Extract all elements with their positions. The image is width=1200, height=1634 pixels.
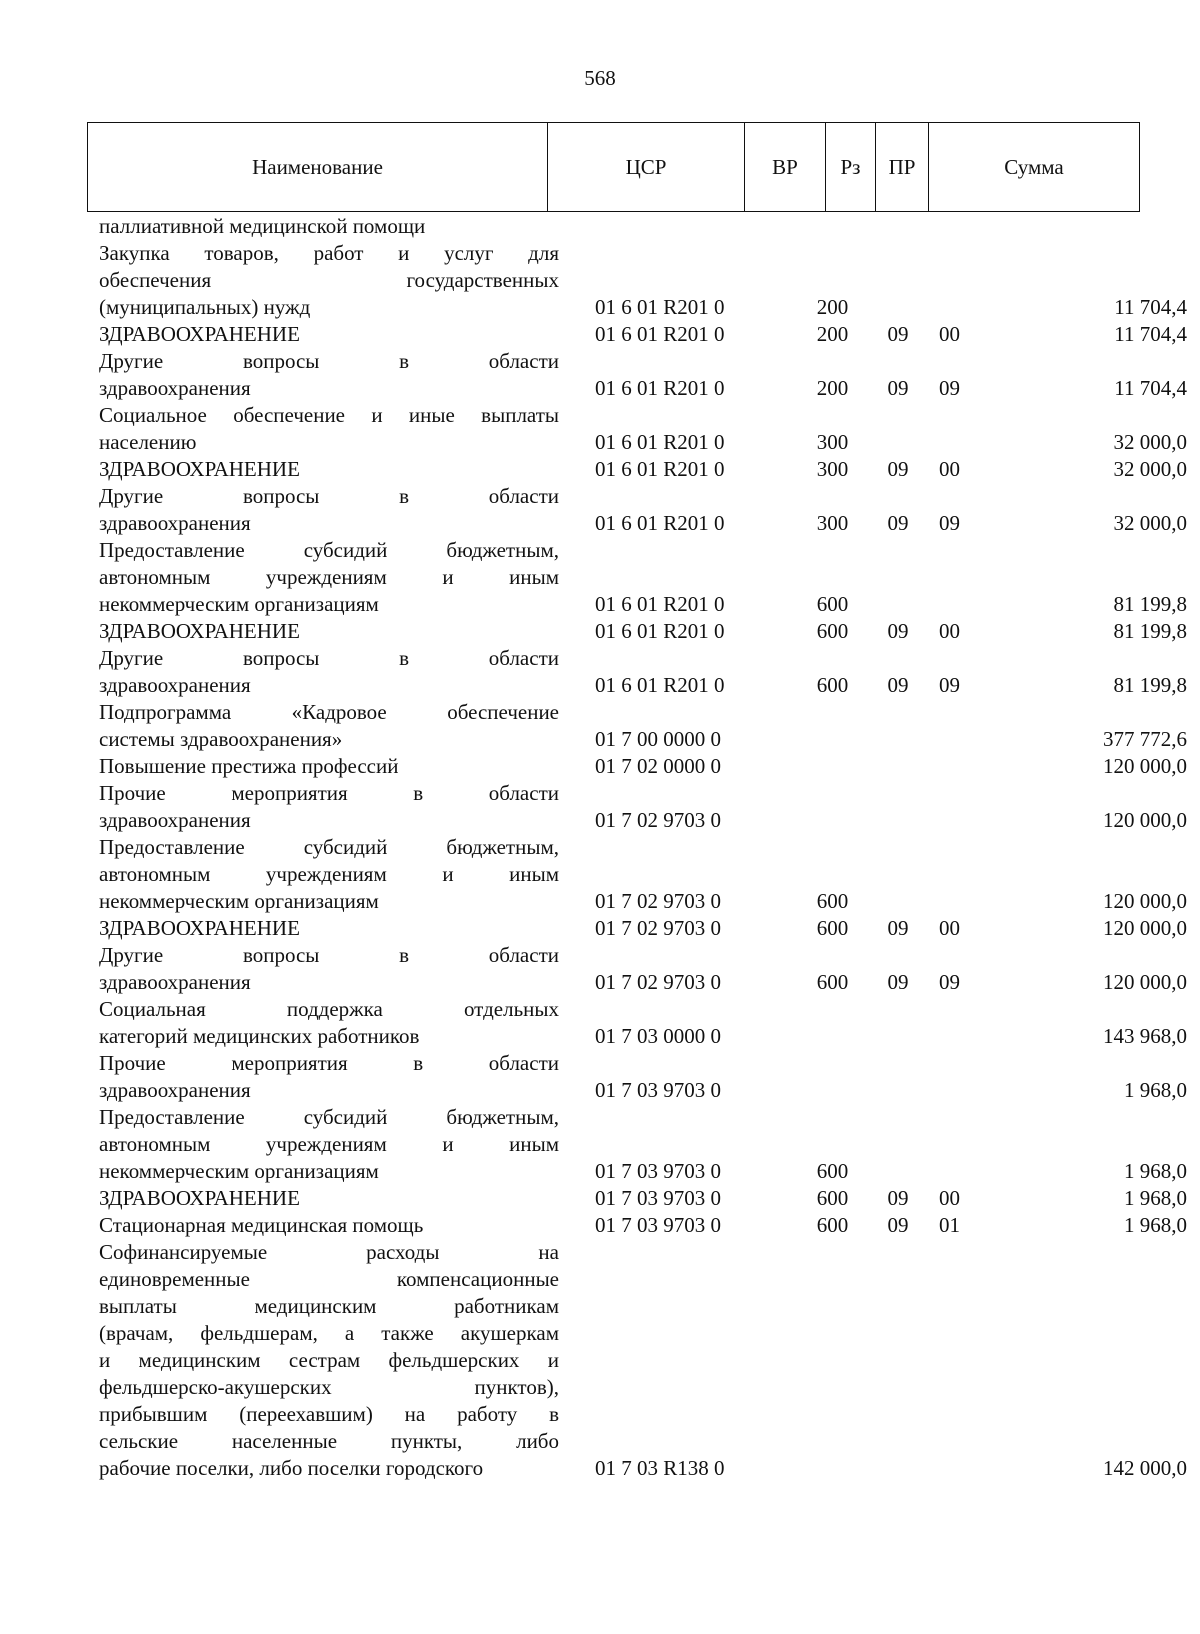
row-vr: 600 <box>816 619 849 643</box>
table-row <box>87 699 1199 753</box>
row-name-line: Предоставление субсидий бюджетным, <box>99 1105 559 1129</box>
row-name-line: некоммерческим организациям <box>99 592 379 616</box>
table-row <box>87 942 1199 996</box>
row-pr: 00 <box>939 619 960 643</box>
row-name-line: здравоохранения <box>99 511 251 535</box>
row-name-line: паллиативной медицинской помощи <box>99 214 426 238</box>
row-vr: 600 <box>816 592 849 616</box>
row-name <box>87 1212 569 1239</box>
row-rz: 09 <box>887 673 909 697</box>
row-vr <box>792 699 873 753</box>
budget-table-body <box>87 213 1199 1482</box>
row-name <box>87 1050 569 1104</box>
table-row <box>87 996 1199 1050</box>
row-sum: 1 968,0 <box>1124 1213 1187 1237</box>
row-sum: 81 199,8 <box>1113 619 1187 643</box>
row-name-line: фельдшерско-акушерских пунктов), <box>99 1375 559 1399</box>
row-name-line: здравоохранения <box>99 1078 251 1102</box>
row-name-line: сельские населенные пункты, либо <box>99 1429 559 1453</box>
row-rz: 09 <box>887 511 909 535</box>
row-rz <box>873 1050 923 1104</box>
table-header <box>87 122 1140 212</box>
row-rz <box>873 699 923 753</box>
row-rz <box>873 753 923 780</box>
row-name-line: здравоохранения <box>99 376 251 400</box>
row-name-line: здравоохранения <box>99 970 251 994</box>
row-name-line: Социальное обеспечение и иные выплаты <box>99 403 559 427</box>
row-csr: 01 6 01 R201 0 <box>595 376 725 400</box>
row-pr <box>923 1104 976 1185</box>
column-header-name: Наименование <box>88 123 548 212</box>
row-name-line: Прочие мероприятия в области <box>99 1051 559 1075</box>
row-name-line: Повышение престижа профессий <box>99 754 399 778</box>
table-row <box>87 780 1199 834</box>
row-pr <box>923 699 976 753</box>
table-row <box>87 834 1199 915</box>
table-row <box>87 537 1199 618</box>
row-vr: 600 <box>816 1213 849 1237</box>
row-sum: 1 968,0 <box>1124 1078 1187 1102</box>
row-name <box>87 915 569 942</box>
table-row <box>87 1185 1199 1212</box>
row-rz <box>873 780 923 834</box>
row-pr <box>923 240 976 321</box>
row-name-line: ЗДРАВООХРАНЕНИЕ <box>99 916 300 940</box>
row-sum: 120 000,0 <box>1103 754 1187 778</box>
row-csr: 01 7 02 9703 0 <box>595 916 721 940</box>
row-name <box>87 618 569 645</box>
row-name <box>87 1239 569 1482</box>
row-vr: 600 <box>816 1186 849 1210</box>
page-number: 568 <box>584 66 616 90</box>
row-sum: 120 000,0 <box>1103 889 1187 913</box>
row-rz: 09 <box>887 970 909 994</box>
row-sum <box>976 213 1199 240</box>
row-vr <box>792 213 873 240</box>
row-csr: 01 7 03 R138 0 <box>595 1456 725 1480</box>
row-name-line: (муниципальных) нужд <box>99 295 311 319</box>
row-name-line: Социальная поддержка отдельных <box>99 997 559 1021</box>
row-name <box>87 402 569 456</box>
row-name-line: Подпрограмма «Кадровое обеспечение <box>99 700 559 724</box>
row-vr <box>792 996 873 1050</box>
row-name-line: Стационарная медицинская помощь <box>99 1213 424 1237</box>
row-name-line: Другие вопросы в области <box>99 349 559 373</box>
row-pr: 09 <box>939 970 960 994</box>
table-row <box>87 753 1199 780</box>
row-name <box>87 240 569 321</box>
row-name-line: автономным учреждениям и иным <box>99 1132 559 1156</box>
table-row <box>87 915 1199 942</box>
row-sum: 81 199,8 <box>1113 592 1187 616</box>
row-csr: 01 6 01 R201 0 <box>595 619 725 643</box>
row-sum: 120 000,0 <box>1103 916 1187 940</box>
row-rz: 09 <box>887 322 909 346</box>
row-name-line: здравоохранения <box>99 808 251 832</box>
row-name-line: выплаты медицинским работникам <box>99 1294 559 1318</box>
row-csr: 01 7 02 9703 0 <box>595 889 721 913</box>
row-csr: 01 7 03 9703 0 <box>595 1186 721 1210</box>
row-name-line: Предоставление субсидий бюджетным, <box>99 538 559 562</box>
table-row <box>87 1212 1199 1239</box>
row-pr <box>923 780 976 834</box>
row-name-line: ЗДРАВООХРАНЕНИЕ <box>99 457 300 481</box>
row-pr <box>923 1050 976 1104</box>
row-sum: 120 000,0 <box>1103 808 1187 832</box>
row-name <box>87 699 569 753</box>
row-rz <box>873 213 923 240</box>
row-name-line: ЗДРАВООХРАНЕНИЕ <box>99 322 300 346</box>
column-header-pr: ПР <box>876 123 929 212</box>
table-row <box>87 618 1199 645</box>
row-pr <box>923 402 976 456</box>
row-vr: 300 <box>816 430 849 454</box>
table-row <box>87 456 1199 483</box>
row-pr: 00 <box>939 457 960 481</box>
row-name <box>87 780 569 834</box>
row-csr <box>569 213 792 240</box>
row-name <box>87 483 569 537</box>
row-name-line: единовременные компенсационные <box>99 1267 559 1291</box>
row-sum: 1 968,0 <box>1124 1159 1187 1183</box>
column-header-rz: Рз <box>826 123 876 212</box>
row-sum: 1 968,0 <box>1124 1186 1187 1210</box>
row-vr: 300 <box>816 511 849 535</box>
column-header-vr: ВР <box>745 123 826 212</box>
table-row <box>87 1104 1199 1185</box>
row-csr: 01 7 02 9703 0 <box>595 808 721 832</box>
row-pr: 00 <box>939 322 960 346</box>
row-pr: 00 <box>939 1186 960 1210</box>
row-csr: 01 6 01 R201 0 <box>595 430 725 454</box>
row-csr: 01 7 03 0000 0 <box>595 1024 721 1048</box>
table-row <box>87 402 1199 456</box>
row-name <box>87 456 569 483</box>
table-row <box>87 1050 1199 1104</box>
row-vr: 600 <box>816 673 849 697</box>
row-sum: 377 772,6 <box>1103 727 1187 751</box>
row-vr: 600 <box>816 916 849 940</box>
row-vr <box>792 1050 873 1104</box>
row-pr: 09 <box>939 376 960 400</box>
table-row <box>87 321 1199 348</box>
row-name-line: некоммерческим организациям <box>99 889 379 913</box>
row-rz: 09 <box>887 376 909 400</box>
row-csr: 01 6 01 R201 0 <box>595 322 725 346</box>
row-pr <box>923 213 976 240</box>
row-name-line: автономным учреждениям и иным <box>99 862 559 886</box>
row-pr <box>923 537 976 618</box>
row-name-line: Предоставление субсидий бюджетным, <box>99 835 559 859</box>
row-name <box>87 1104 569 1185</box>
row-sum: 11 704,4 <box>1114 376 1187 400</box>
row-sum: 81 199,8 <box>1113 673 1187 697</box>
table-row <box>87 1239 1199 1482</box>
row-name-line: некоммерческим организациям <box>99 1159 379 1183</box>
row-name-line: прибывшим (переехавшим) на работу в <box>99 1402 559 1426</box>
row-name-line: Прочие мероприятия в области <box>99 781 559 805</box>
row-name-line: рабочие поселки, либо поселки городского <box>99 1456 484 1480</box>
row-name-line: Другие вопросы в области <box>99 646 559 670</box>
row-name <box>87 348 569 402</box>
row-sum: 32 000,0 <box>1113 430 1187 454</box>
row-rz: 09 <box>887 457 909 481</box>
row-csr: 01 6 01 R201 0 <box>595 673 725 697</box>
row-csr: 01 7 00 0000 0 <box>595 727 721 751</box>
row-rz <box>873 537 923 618</box>
row-name <box>87 942 569 996</box>
row-vr: 300 <box>816 457 849 481</box>
row-rz: 09 <box>887 916 909 940</box>
row-pr: 09 <box>939 673 960 697</box>
row-rz <box>873 1239 923 1482</box>
row-name <box>87 1185 569 1212</box>
table-row <box>87 213 1199 240</box>
row-csr: 01 6 01 R201 0 <box>595 511 725 535</box>
row-pr: 00 <box>939 916 960 940</box>
row-name <box>87 321 569 348</box>
row-csr: 01 6 01 R201 0 <box>595 592 725 616</box>
row-sum: 11 704,4 <box>1114 322 1187 346</box>
row-csr: 01 6 01 R201 0 <box>595 295 725 319</box>
row-rz <box>873 240 923 321</box>
row-vr: 600 <box>816 1159 849 1183</box>
row-name <box>87 996 569 1050</box>
row-name <box>87 753 569 780</box>
row-name-line: Закупка товаров, работ и услуг для <box>99 241 559 265</box>
row-rz: 09 <box>887 1213 909 1237</box>
row-name-line: ЗДРАВООХРАНЕНИЕ <box>99 619 300 643</box>
row-name-line: и медицинским сестрам фельдшерских и <box>99 1348 559 1372</box>
row-vr <box>792 753 873 780</box>
row-name <box>87 834 569 915</box>
table-row <box>87 240 1199 321</box>
row-pr <box>923 1239 976 1482</box>
row-vr <box>792 1239 873 1482</box>
row-name-line: населению <box>99 430 197 454</box>
row-pr: 01 <box>939 1213 960 1237</box>
table-row <box>87 483 1199 537</box>
row-pr <box>923 996 976 1050</box>
row-vr: 200 <box>816 295 849 319</box>
row-vr <box>792 780 873 834</box>
row-name-line: обеспечения государственных <box>99 268 559 292</box>
row-rz <box>873 834 923 915</box>
row-pr <box>923 834 976 915</box>
row-name-line: здравоохранения <box>99 673 251 697</box>
row-vr: 200 <box>816 376 849 400</box>
column-header-sum: Сумма <box>929 123 1140 212</box>
row-name <box>87 645 569 699</box>
row-sum: 120 000,0 <box>1103 970 1187 994</box>
row-name-line: Софинансируемые расходы на <box>99 1240 559 1264</box>
row-csr: 01 7 03 9703 0 <box>595 1213 721 1237</box>
row-vr: 200 <box>816 322 849 346</box>
row-csr: 01 7 03 9703 0 <box>595 1078 721 1102</box>
row-name-line: Другие вопросы в области <box>99 943 559 967</box>
table-row <box>87 645 1199 699</box>
row-pr <box>923 753 976 780</box>
row-name <box>87 537 569 618</box>
row-rz <box>873 1104 923 1185</box>
table-row <box>87 348 1199 402</box>
row-name-line: (врачам, фельдшерам, а также акушеркам <box>99 1321 559 1345</box>
row-name-line: Другие вопросы в области <box>99 484 559 508</box>
row-pr: 09 <box>939 511 960 535</box>
row-csr: 01 7 03 9703 0 <box>595 1159 721 1183</box>
row-sum: 11 704,4 <box>1114 295 1187 319</box>
row-csr: 01 6 01 R201 0 <box>595 457 725 481</box>
row-vr: 600 <box>816 889 849 913</box>
row-name-line: системы здравоохранения» <box>99 727 343 751</box>
row-vr: 600 <box>816 970 849 994</box>
row-sum: 32 000,0 <box>1113 511 1187 535</box>
row-name-line: автономным учреждениям и иным <box>99 565 559 589</box>
row-rz <box>873 996 923 1050</box>
column-header-csr: ЦСР <box>548 123 745 212</box>
row-rz <box>873 402 923 456</box>
row-rz: 09 <box>887 619 909 643</box>
row-name-line: ЗДРАВООХРАНЕНИЕ <box>99 1186 300 1210</box>
row-rz: 09 <box>887 1186 909 1210</box>
row-sum: 32 000,0 <box>1113 457 1187 481</box>
row-sum: 142 000,0 <box>1103 1456 1187 1480</box>
row-csr: 01 7 02 9703 0 <box>595 970 721 994</box>
row-sum: 143 968,0 <box>1103 1024 1187 1048</box>
row-name <box>87 213 569 240</box>
row-csr: 01 7 02 0000 0 <box>595 754 721 778</box>
row-name-line: категорий медицинских работников <box>99 1024 420 1048</box>
